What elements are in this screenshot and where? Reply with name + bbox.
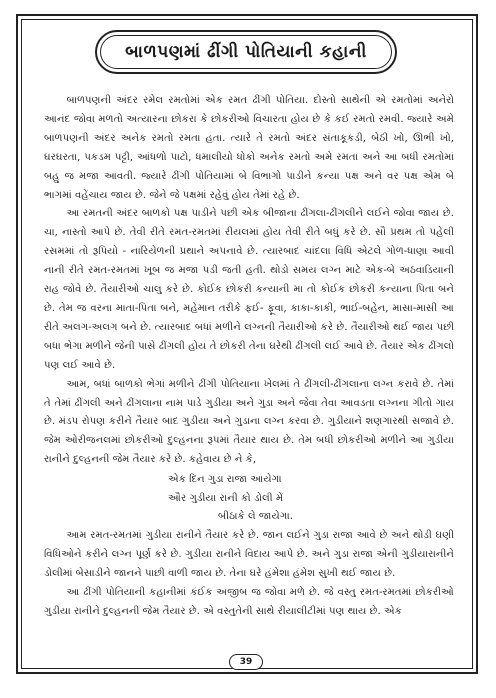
paragraph: આમ, બધાં બાળકો ભેગાં મળીને ઢીંગી પોતિયાના ખેલમાં તે ઢીંગલી-ઢીંગલાના લગ્ન કરાવે છે. તેમાં તે તેમાં ઢીંગલી અને ઢીંગલાના નામ પાડે ગુડીયા અને ગુડા અને જેવા તેવા આવડતા લગ્નના ગીતો ગાય છે. મંડપ રોપણ કરીને તૈયાર બાદ ગુડીયા અને ગુડાના લગ્ન કરવા છે. ગુડીયાને શણગારથી સજાવે છે. જેમ ઓરીજનલમાં છોકરીઓ દુલ્હનના રૂપમાં તૈયાર થાય છે. તેમ બધી છોકરીઓ મળીને આ ગુડીયા રાનીને દુલ્હનની જેમ તૈયાર કરે છે. કહેવાય છે ને કે, [44,378,454,466]
article-body [44,92,454,621]
poem-line: એક દિન ગુડા રાજા આયેગા [168,474,282,486]
paragraph: આમ રમત-રમતમાં ગુડીયા રાનીને તૈયાર કરે છે. જાન લઈને ગુડા રાજા આવે છે અને થોડી ઘણી વિધિઓને કરીને લગ્ન પૂર્ણ કરે છે. ગુડીયા રાનીને વિદાય આપે છે. અને ગુડા રાજા એની ગુડીયારાનીને ડોલીમાં બેસાડીને જાનને પાછી વાળી જાય છે. તેના ઘરે હંમેશા હંમેશ સુખી થઈ જાય છે. [44,529,454,579]
poem-verse [168,471,454,527]
poem-line: ઔર ગુડીયા રાની કો ડોલી મેં [168,492,284,504]
poem-line: બીઠાકે લે જાયેગા. [218,511,293,523]
paragraph: બાળપણની અંદર રમેલ રમતોમાં એક રમત ઢીંગી પોતિયા. દોસ્તો સાથેની એ રમતોમાં અનેરો આનંદ જોવા મળતો અત્યારના છોકરા કે છોકરીઓ વિચારતા હોય છે કે કઈ રમતો રમવી. જ્યારે અમે બાળપણની અંદર અનેક રમતો રમતા હતા. ત્યારે તે રમતો અંદર સંતાકૂકડી, બેઠી ખો, ઊભી ખો, ઘરઘરતા, પકડમ પટ્ટી, આંધળો પાટો, ધમાલીયો ધોકો અનેક રમતો અમે રમતા અને આ બધી રમતોમાં બહુ જ મજા આવતી. જ્યારે ઢીંગી પોતિયામાં બે વિભાગો પાડીને કન્યા પક્ષ અને વર પક્ષ એમ બે ભાગમાં વહેંચાય જાય છે. જેને જે પક્ષમાં રહેવું હોય તેમાં રહે છે. [44,95,454,201]
page-number: 39 [229,654,263,670]
paragraph: આ ઢીંગી પોતિયાની કહાનીમાં કંઈક અજીબ જ જોવા મળે છે. જે વસ્તુ રમત-રમતમાં છોકરીઓ ગુડીયા રાનીને દુલ્હનની જેમ તૈયાર છે. એ વસ્તુતેની સાથે રીયાલીટીમાં પણ થાય છે. એક [44,586,454,617]
page-title: બાળપણમાં ઢીંગી પોતિયાની કહાની [125,42,367,62]
paragraph: આ રમતની અંદર બાળકો પક્ષ પાડીને પછી એક બીજાના ઢીંગલા-ઢીંગલીને લઈને જોવા જાય છે. ચા, નાસ્તો આપે છે. તેવી રીતે રમત-રમતમાં રીયલમાં હોય તેવી રીતે બધું કરે છે. સૌ પ્રથમ તો પહેલી રસમમાં તો રૂપિયો - નારિયેળની પ્રથાને અપનાવે છે. ત્યારબાદ ચાંદલા વિધિ એટલે ગોળ-ધાણા આવી નાની રીતે રમત-રમતમાં ખૂબ જ મજા પડી જતી હતી. થોડો સમય લગ્ન માટે એક-બે અઠવાડિયાની રાહ જોવે છે. તૈયારીઓ ચાલુ કરે છે. કોઈક છોકરી કન્યાની મા તો કોઈક છોકરી કન્યાના પિતા બને છે. તેમ જ વરના માતા-પિતા બને, મહેમાન તરીકે ફઈ- ફૂવા, કાકા-કાકી, ભાઈ-બહેન, માસા-માસી આ રીતે અલગ-અલગ બને છે. ત્યારબાદ બધાં મળીને લગ્નની તૈયારીઓ કરે છે. તૈયારીઓ થઈ જાય પછી બધા ભેગા મળીને જેની પાસે ઢીંગલી હોય તે છોકરી તેના ઘરેથી ઢીંગલી લઈ આવે છે. તૈયાર એક ઢીંગલો પણ લઈ આવે છે. [44,208,454,371]
